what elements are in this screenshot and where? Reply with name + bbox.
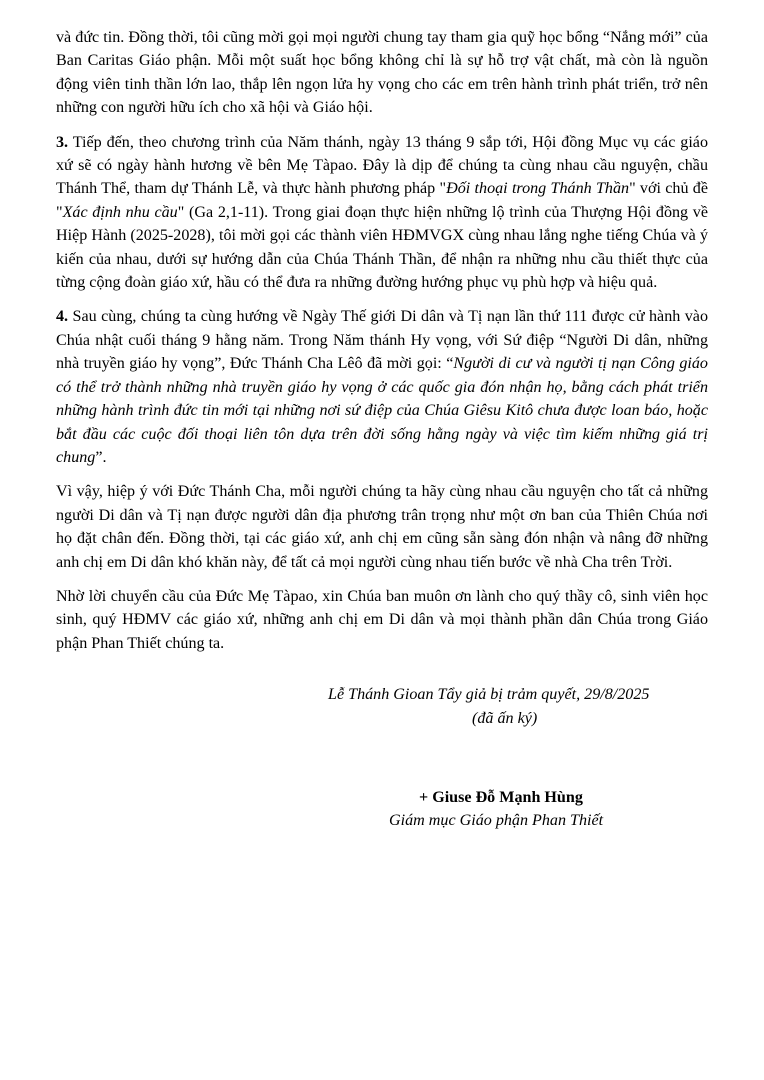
signatory-title: Giám mục Giáo phận Phan Thiết xyxy=(389,812,604,830)
text-segment: " (Ga 2,1-11). Trong giai đoạn thực hiện những lộ trình của Thượng Hội đồng về Hiệp Hành (2025-2028), tôi mời gọi các thành viên HĐMVGX cùng nhau lắng nghe tiếng Chúa và ý kiến của nhau, dưới sự hướng dẫn của Chúa Thánh Thần, để nhận ra những nhu cầu thiết thực của từng cộng đoàn giáo xứ, hầu có thể đưa ra những đường hướng phục vụ phù hợp và hiệu quả. xyxy=(56,203,708,292)
item-number-4: 4. xyxy=(56,308,69,326)
signature-sealed-note: (đã ấn ký) xyxy=(472,709,538,727)
signatory-name: + Giuse Đỗ Mạnh Hùng xyxy=(419,788,583,806)
item-number-3: 3. xyxy=(56,133,69,151)
paragraph-prayer-migrants: Vì vậy, hiệp ý với Đức Thánh Cha, mỗi người chúng ta hãy cùng nhau cầu nguyện cho tất cả những người Di dân và Tị nạn được người dân địa phương trân trọng như một ơn ban của Thiên Chúa nơi họ đặt chân đến. Đồng thời, tại các giáo xứ, anh chị em cũng sẵn sàng đón nhận và nâng đỡ những anh chị em Di dân khó khăn này, để tất cả mọi người cùng nhau tiến bước về nhà Cha trên Trời. xyxy=(56,483,708,571)
paragraph-closing-blessing: Nhờ lời chuyển cầu của Đức Mẹ Tàpao, xin Chúa ban muôn ơn lành cho quý thầy cô, sinh viên học sinh, quý HĐMV các giáo xứ, những anh chị em Di dân và mọi thành phần dân Chúa trong Giáo phận Phan Thiết chúng ta. xyxy=(56,587,708,652)
text-segment: Sau cùng, chúng ta cùng hướng về Ngày Thế giới Di dân và Tị nạn lần thứ 111 được cử hành vào Chúa nhật cuối tháng 9 hằng năm. Trong Năm thánh Hy vọng, với Sứ điệp “Người Di dân, những nhà truyền giáo hy vọng”, Đức Thánh Cha Lêô đã mời gọi: “ xyxy=(56,308,708,373)
paragraph-scholarship: và đức tin. Đồng thời, tôi cũng mời gọi mọi người chung tay tham gia quỹ học bổng “Nắng mới” của Ban Caritas Giáo phận. Mỗi một suất học bổng không chỉ là sự hỗ trợ vật chất, mà còn là nguồn động viên tinh thần lớn lao, thắp lên ngọn lửa hy vọng cho các em trên hành trình phát triển, trở nên những con người hữu ích cho xã hội và Giáo hội. xyxy=(56,29,708,117)
italic-method-name: Đối thoại trong Thánh Thần xyxy=(446,180,630,198)
text-segment: " với chủ đề " xyxy=(56,180,708,221)
text-segment: Tiếp đến, theo chương trình của Năm thánh, ngày 13 tháng 9 sắp tới, Hội đồng Mục vụ các giáo xứ sẽ có ngày hành hương về bên Mẹ Tàpao. Đây là dịp để chúng ta cùng nhau cầu nguyện, chầu Thánh Thể, tham dự Thánh Lễ, và thực hành phương pháp " xyxy=(56,133,708,198)
paragraph-migrants-day xyxy=(56,305,708,469)
italic-theme: Xác định nhu cầu xyxy=(62,203,178,221)
italic-pope-quote: Người di cư và người tị nạn Công giáo có thể trở thành những nhà truyền giáo hy vọng ở các quốc gia đón nhận họ, bằng cách phát triển những hành trình đức tin mới tại những nơi sứ điệp của Chúa Giêsu Kitô chưa được loan báo, hoặc bắt đầu các cuộc đối thoại liên tôn dựa trên đời sống hằng ngày và việc tìm kiếm những giá trị chung xyxy=(56,355,708,466)
signature-date-line: Lễ Thánh Gioan Tẩy giả bị trảm quyết, 29/8/2025 xyxy=(328,686,650,704)
text-segment: ”. xyxy=(95,448,107,466)
paragraph-pilgrimage xyxy=(56,131,708,295)
